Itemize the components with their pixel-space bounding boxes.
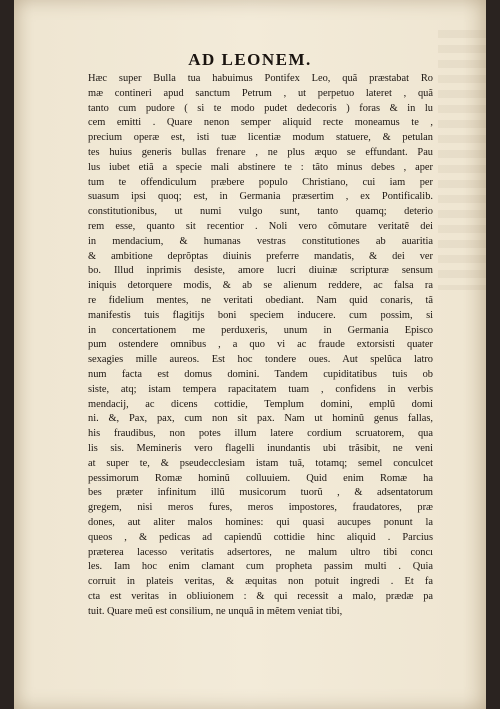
text-line: lus iubet etiã a specie mali abstinere te : tãto minus debes , aper (88, 161, 433, 173)
text-line: tum te offendiculum præbere populo Christiano, cui iam per (88, 176, 433, 188)
text-line: cta est veritas in obliuionem : & qui recessit a malo, prædæ pa (88, 590, 433, 602)
text-line: precium operæ est, isti tuæ licentiæ modum statuere, & petulan (88, 132, 433, 144)
text-line: corruit in plateis veritas, & æquitas non potuit ingredi . Et fa (88, 576, 433, 588)
text-line: bes præter infinitum illũ musicorum tuorũ , & adsentatorum (88, 487, 433, 499)
text-line: lis sis. Memineris vero flagelli inundantis ubi trãsibit, ne veni (88, 442, 433, 454)
text-line: siste, atq; istam tempera rapacitatem tuam , confidens in verbis (88, 383, 433, 395)
text-line: Hæc super Bulla tua habuimus Pontifex Leo, quã præstabat Ro (88, 73, 433, 84)
text-line: mendacij, ac dicens cottidie, Templum domini, emplũ domi (88, 398, 433, 410)
text-line: re fidelium mentes, ne veritati obediant. Nam quid conaris, tã (88, 294, 433, 306)
text-line: in mendacium, & humanas vestras constitutiones ab auaritia (88, 235, 433, 247)
text-line: mæ contineri apud sanctum Petrum , ut perpetuo lateret , quã (88, 87, 433, 99)
text-line: manifestis tuis flagitijs boni speciem inducere. cum possim, si (88, 309, 433, 321)
text-line: ni. &, Pax, pax, cum non sit pax. Nam ut hominũ genus fallas, (88, 413, 433, 425)
text-line: suasum ipsi quoq; est, in Germania præsertim , ex Pontificalib. (88, 191, 433, 203)
text-line: pum ostendere omnibus , a quo vi ac fraude extorsisti quater (88, 339, 433, 351)
text-line: & ambitione deprõptas diuinis preferre mandatis, & dei ver (88, 250, 433, 262)
text-line: sexagies mille aureos. Est hoc tondere oues. Aut spelũca latro (88, 354, 433, 366)
text-line: dones, aut aliter malos homines: qui quasi aucupes ponunt la (88, 516, 433, 528)
text-line: in concertationem me perduxeris, unum in Germania Episco (88, 324, 433, 336)
text-line: les. Iam hoc enim clamant cum propheta passim multi . Quia (88, 561, 433, 573)
text-line: queos , & pedicas ad capiendũ cottidie hinc aliquid . Parcius (88, 531, 433, 543)
text-line: num facta est domus domini. Tandem cupiditatibus tuis ob (88, 368, 433, 380)
text-line: tanto cum pudore ( si te modo pudet dedecoris ) foras & in lu (88, 102, 433, 114)
text-line: pessimorum Romæ hominũ colluuiem. Quid enim Romæ ha (88, 472, 433, 484)
body-text-block (88, 72, 433, 619)
text-line: bo. Illud inprimis desiste, amore lucri diuinæ scripturæ sensum (88, 265, 433, 277)
text-line: constitutionibus, ut numi vulgo sunt, tanto quamq; deterio (88, 206, 433, 218)
text-line: tes huius generis bullas frenare , ne plus æquo se effundant. Pau (88, 146, 433, 158)
text-line: gregem, nisi meros fures, meros impostores, fraudatores, præ (88, 502, 433, 514)
text-line: his fraudibus, non potes illum latere cordium scruatorem, qua (88, 428, 433, 440)
text-line: præterea lacesso veritatis adsertores, ne malum ultro tibi concı (88, 546, 433, 558)
text-line: cem emitti . Quare nenon semper aliquid recte moneamus te , (88, 117, 433, 129)
text-line: at super te, & pseudecclesiam istam tuã, totamq; semel conculcet (88, 457, 433, 469)
text-line: iniquis detorquere modis, & ab se alienum reddere, ac falsa ra (88, 280, 433, 292)
page-heading: AD LEONEM. (188, 50, 312, 69)
text-line: tuit. Quare meũ est consilium, ne unquã in mẽtem veniat tibi, (88, 605, 343, 617)
text-line: rem esse, quanto sit recentior . Noli vero cõmutare veritatẽ dei (88, 220, 433, 232)
book-page (14, 0, 486, 709)
